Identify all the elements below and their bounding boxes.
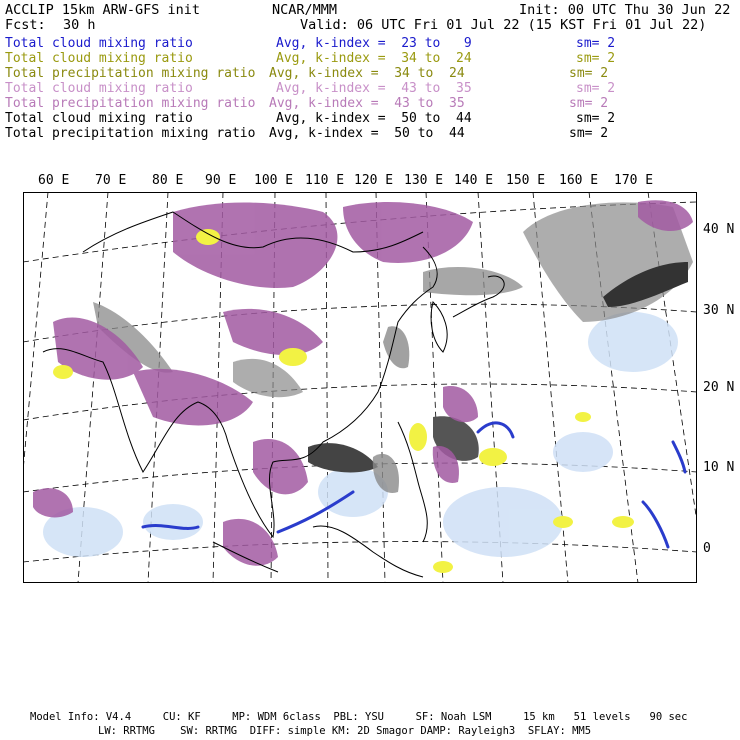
model-info-line-2: LW: RRTMG SW: RRTMG DIFF: simple KM: 2D Smagor DAMP: Rayleigh3 SFLAY: MM5 <box>98 725 592 737</box>
forecast-hours: 30 h <box>63 17 96 33</box>
longitude-label: 140 E <box>454 173 494 188</box>
longitude-label: 170 E <box>614 173 654 188</box>
forecast-label: Fcst: <box>5 17 46 33</box>
cloud-patch <box>553 432 613 472</box>
cloud-patch <box>479 448 507 466</box>
legend-smoothing: sm= 2 <box>576 81 616 96</box>
longitude-label: 70 E <box>95 173 127 188</box>
cloud-patch <box>575 412 591 422</box>
longitude-label: 150 E <box>506 173 546 188</box>
valid-time: Valid: 06 UTC Fri 01 Jul 22 (15 KST Fri 01 Jul 22) <box>300 17 707 33</box>
legend-avg: Avg, k-index = 43 to 35 <box>269 96 465 111</box>
latitude-label: 40 N <box>703 222 735 237</box>
cloud-patch <box>279 348 307 366</box>
cloud-patch <box>196 229 220 245</box>
legend-smoothing: sm= 2 <box>576 51 616 66</box>
legend-avg: Avg, k-index = 50 to 44 <box>269 126 465 141</box>
legend-field: Total cloud mixing ratio <box>5 111 193 126</box>
cloud-patch <box>143 504 203 540</box>
cloud-patch <box>443 487 563 557</box>
legend-smoothing: sm= 2 <box>576 111 616 126</box>
latitude-label: 20 N <box>703 380 735 395</box>
init-time: Init: 00 UTC Thu 30 Jun 22 <box>519 2 731 18</box>
plot-title: ACCLIP 15km ARW-GFS init <box>5 2 201 18</box>
cloud-patch <box>588 312 678 372</box>
longitude-label: 60 E <box>38 173 70 188</box>
longitude-label: 100 E <box>254 173 294 188</box>
legend-smoothing: sm= 2 <box>569 66 609 81</box>
legend-field: Total precipitation mixing ratio <box>5 66 256 81</box>
longitude-label: 120 E <box>354 173 394 188</box>
latitude-label: 0 <box>703 541 711 556</box>
longitude-label: 80 E <box>152 173 184 188</box>
legend-avg: Avg, k-index = 34 to 24 <box>269 66 465 81</box>
longitude-label: 160 E <box>559 173 599 188</box>
legend-avg: Avg, k-index = 34 to 24 <box>276 51 472 66</box>
latitude-label: 10 N <box>703 460 735 475</box>
latitude-label: 30 N <box>703 303 735 318</box>
model-info-line-1: Model Info: V4.4 CU: KF MP: WDM 6class PBL: YSU SF: Noah LSM 15 km 51 levels 90 sec <box>30 711 688 723</box>
legend-avg: Avg, k-index = 23 to 9 <box>276 36 472 51</box>
legend-smoothing: sm= 2 <box>576 36 616 51</box>
cloud-patch <box>612 516 634 528</box>
organization-label: NCAR/MMM <box>272 2 338 18</box>
cloud-patch <box>409 423 427 451</box>
longitude-label: 130 E <box>404 173 444 188</box>
legend-avg: Avg, k-index = 50 to 44 <box>276 111 472 126</box>
cloud-patch <box>53 365 73 379</box>
longitude-label: 90 E <box>205 173 237 188</box>
legend-field: Total precipitation mixing ratio <box>5 126 256 141</box>
legend-smoothing: sm= 2 <box>569 126 609 141</box>
legend-field: Total precipitation mixing ratio <box>5 96 256 111</box>
legend-avg: Avg, k-index = 43 to 35 <box>276 81 472 96</box>
forecast-map <box>23 192 697 583</box>
cloud-patch <box>553 516 573 528</box>
legend-field: Total cloud mixing ratio <box>5 36 193 51</box>
legend-field: Total cloud mixing ratio <box>5 81 193 96</box>
legend-field: Total cloud mixing ratio <box>5 51 193 66</box>
longitude-label: 110 E <box>305 173 345 188</box>
legend-smoothing: sm= 2 <box>569 96 609 111</box>
cloud-patch <box>433 561 453 573</box>
